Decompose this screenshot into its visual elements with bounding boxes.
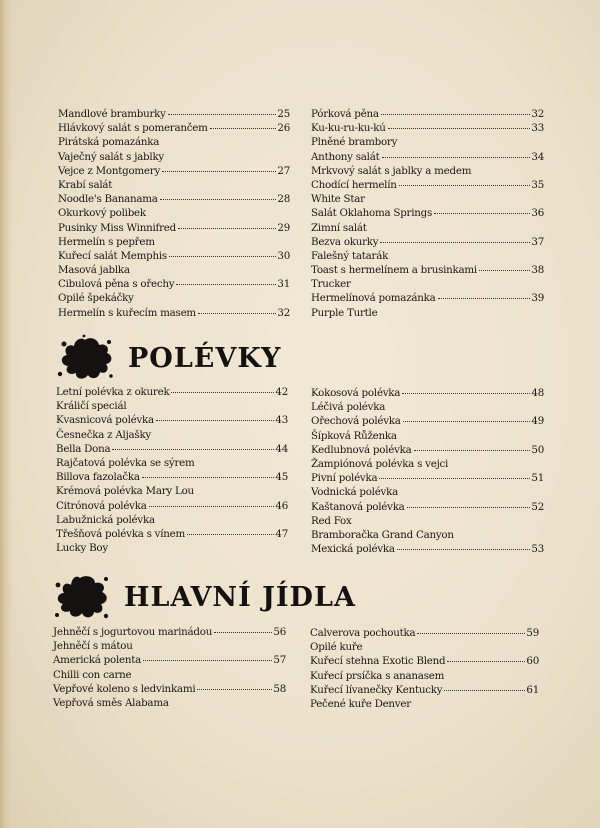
dot-leader bbox=[414, 449, 531, 451]
toc-entry bbox=[56, 484, 288, 498]
dot-leader bbox=[402, 392, 530, 394]
entry-title: Rajčatová polévka se sýrem bbox=[56, 456, 195, 469]
dot-leader bbox=[382, 156, 531, 158]
toc-entry bbox=[311, 263, 544, 277]
toc-entry bbox=[56, 456, 288, 470]
entry-title: Letní polévka z okurek bbox=[56, 386, 170, 398]
toc-entry bbox=[311, 249, 544, 263]
entry-page-number: 53 bbox=[531, 543, 544, 556]
entry-page-number: 48 bbox=[531, 387, 544, 399]
entry-page-number: 56 bbox=[273, 626, 286, 638]
entry-title: Pirátská pomazánka bbox=[58, 136, 160, 149]
entry-title: Billova fazolačka bbox=[56, 471, 140, 484]
toc-entry bbox=[53, 639, 286, 653]
toc-entry bbox=[56, 413, 288, 427]
section-heading-hlavni-jidla bbox=[52, 573, 356, 621]
page-binding-edge bbox=[0, 0, 12, 828]
section-title: POLÉVKY bbox=[128, 342, 282, 374]
toc-entry bbox=[311, 164, 544, 178]
toc-entry bbox=[311, 121, 544, 135]
entry-page-number: 25 bbox=[277, 108, 290, 120]
entry-title: Purple Turtle bbox=[311, 306, 378, 319]
dot-leader bbox=[388, 127, 531, 129]
entry-page-number: 39 bbox=[531, 292, 544, 305]
toc-entry bbox=[311, 192, 544, 206]
ink-splat-icon bbox=[52, 573, 110, 621]
entry-title: Noodle's Bananama bbox=[58, 193, 158, 206]
dot-leader bbox=[380, 241, 530, 243]
entry-title: Vepřová směs Alabama bbox=[53, 696, 169, 709]
dot-leader bbox=[444, 689, 525, 691]
entry-page-number: 35 bbox=[531, 178, 544, 191]
entry-title: Opilé kuře bbox=[310, 641, 363, 654]
toc-column-right bbox=[311, 107, 544, 320]
toc-entry bbox=[311, 306, 544, 320]
entry-title: Vepřové koleno s ledvinkami bbox=[53, 682, 196, 695]
toc-entry bbox=[310, 640, 539, 654]
entry-title: Ořechová polévka bbox=[311, 415, 401, 428]
toc-entry bbox=[311, 414, 544, 428]
entry-title: Red Fox bbox=[311, 514, 352, 527]
entry-title: Jehněčí s jogurtovou marinádou bbox=[53, 626, 213, 638]
toc-entry bbox=[56, 385, 288, 399]
entry-page-number: 47 bbox=[275, 527, 288, 540]
entry-title: Mexická polévka bbox=[311, 543, 395, 556]
entry-title: Salát Oklahoma Springs bbox=[311, 207, 433, 220]
toc-entry bbox=[311, 500, 544, 514]
entry-title: Chodící hermelín bbox=[311, 178, 397, 191]
toc-entry bbox=[56, 527, 288, 541]
dot-leader bbox=[447, 660, 525, 662]
entry-page-number: 33 bbox=[531, 122, 544, 135]
dot-leader bbox=[434, 212, 530, 214]
entry-title: Pečené kuře Denver bbox=[310, 697, 411, 710]
toc-entry bbox=[311, 221, 544, 235]
toc-entry bbox=[311, 457, 544, 471]
toc-entry bbox=[311, 178, 544, 192]
dot-leader bbox=[169, 255, 276, 257]
toc-entry bbox=[310, 683, 539, 697]
entry-title: Třešňová polévka s vínem bbox=[56, 527, 186, 540]
entry-page-number: 27 bbox=[277, 164, 290, 177]
dot-leader bbox=[197, 688, 272, 690]
toc-entry bbox=[56, 513, 288, 527]
toc-entry bbox=[310, 654, 539, 668]
entry-title: Žampiónová polévka s vejci bbox=[311, 457, 449, 470]
entry-title: Kedlubnová polévka bbox=[311, 443, 412, 456]
entry-title: Krémová polévka Mary Lou bbox=[56, 485, 194, 498]
entry-title: Toast s hermelínem a brusinkami bbox=[311, 264, 477, 277]
toc-entry bbox=[311, 107, 544, 121]
toc-entry bbox=[58, 277, 290, 291]
entry-title: Léčivá polévka bbox=[311, 401, 386, 414]
entry-title: Kvasnicová polévka bbox=[56, 414, 154, 427]
toc-entry bbox=[56, 541, 288, 555]
entry-page-number: 45 bbox=[275, 471, 288, 484]
dot-leader bbox=[160, 198, 277, 200]
entry-title: Kokosová polévka bbox=[311, 387, 401, 399]
entry-title: Pórková pěna bbox=[311, 108, 379, 120]
entry-title: White Star bbox=[311, 193, 365, 206]
entry-page-number: 38 bbox=[531, 264, 544, 277]
toc-entry bbox=[58, 107, 290, 121]
dot-leader bbox=[417, 632, 525, 634]
entry-title: Jehněčí s mátou bbox=[53, 640, 133, 653]
toc-entry bbox=[58, 164, 290, 178]
toc-entry bbox=[311, 400, 544, 414]
entry-page-number: 61 bbox=[526, 683, 539, 696]
entry-page-number: 30 bbox=[277, 249, 290, 262]
dot-leader bbox=[156, 419, 274, 421]
dot-leader bbox=[210, 127, 277, 129]
toc-entry bbox=[58, 192, 290, 206]
dot-leader bbox=[407, 506, 531, 508]
toc-entry bbox=[311, 206, 544, 220]
dot-leader bbox=[479, 269, 530, 271]
ink-splat-icon bbox=[56, 334, 114, 382]
entry-title: Kuřecí stehna Exotic Blend bbox=[310, 655, 446, 668]
entry-page-number: 60 bbox=[526, 655, 539, 668]
toc-column-left bbox=[53, 625, 286, 710]
dot-leader bbox=[438, 297, 531, 299]
dot-leader bbox=[149, 505, 275, 507]
toc-entry bbox=[58, 178, 290, 192]
entry-page-number: 51 bbox=[531, 472, 544, 485]
dot-leader bbox=[214, 631, 272, 633]
entry-title: Pivní polévka bbox=[311, 472, 378, 485]
toc-entry bbox=[56, 399, 288, 413]
entry-page-number: 37 bbox=[531, 235, 544, 248]
dot-leader bbox=[399, 184, 531, 186]
dot-leader bbox=[403, 420, 531, 422]
toc-entry bbox=[58, 206, 290, 220]
toc-entry bbox=[58, 221, 290, 235]
dot-leader bbox=[143, 659, 272, 661]
dot-leader bbox=[187, 533, 274, 535]
toc-entry bbox=[56, 470, 288, 484]
dot-leader bbox=[142, 476, 275, 478]
dot-leader bbox=[397, 548, 531, 550]
dot-leader bbox=[112, 448, 274, 450]
entry-title: Šípková Růženka bbox=[311, 429, 397, 442]
entry-page-number: 43 bbox=[275, 414, 288, 427]
toc-entry bbox=[311, 135, 544, 149]
entry-title: Chilli con carne bbox=[53, 668, 132, 681]
entry-page-number: 42 bbox=[275, 386, 288, 398]
toc-entry bbox=[56, 428, 288, 442]
entry-title: Opilé špekáčky bbox=[58, 292, 134, 305]
entry-page-number: 36 bbox=[531, 207, 544, 220]
entry-page-number: 31 bbox=[277, 278, 290, 291]
dot-leader bbox=[162, 170, 276, 172]
entry-page-number: 44 bbox=[275, 442, 288, 455]
toc-entry bbox=[58, 291, 290, 305]
toc-entry bbox=[53, 668, 286, 682]
entry-title: Vejce z Montgomery bbox=[58, 164, 161, 177]
entry-page-number: 46 bbox=[275, 499, 288, 512]
entry-page-number: 59 bbox=[526, 627, 539, 639]
toc-entry bbox=[311, 277, 544, 291]
dot-leader bbox=[171, 391, 274, 393]
toc-entry bbox=[53, 653, 286, 667]
entry-title: Americká polenta bbox=[53, 654, 142, 667]
entry-title: Anthony salát bbox=[311, 150, 380, 163]
entry-title: Trucker bbox=[311, 278, 351, 291]
dot-leader bbox=[198, 312, 276, 314]
entry-page-number: 29 bbox=[277, 221, 290, 234]
entry-page-number: 57 bbox=[273, 654, 286, 667]
entry-title: Kuřecí prsíčka s ananasem bbox=[310, 669, 445, 682]
dot-leader bbox=[168, 113, 277, 115]
entry-page-number: 34 bbox=[531, 150, 544, 163]
entry-page-number: 52 bbox=[531, 500, 544, 513]
entry-title: Hermelín s kuřecím masem bbox=[58, 306, 196, 319]
entry-page-number: 58 bbox=[273, 682, 286, 695]
dot-leader bbox=[176, 283, 276, 285]
toc-entry bbox=[58, 263, 290, 277]
toc-entry bbox=[311, 485, 544, 499]
toc-entry bbox=[311, 542, 544, 556]
toc-column-right bbox=[311, 386, 544, 556]
entry-title: Plněné brambory bbox=[311, 136, 398, 149]
toc-entry bbox=[311, 386, 544, 400]
toc-entry bbox=[56, 499, 288, 513]
entry-title: Mandlové bramburky bbox=[58, 108, 166, 120]
toc-entry bbox=[58, 135, 290, 149]
entry-title: Ku-ku-ru-ku-kú bbox=[311, 122, 386, 135]
toc-entry bbox=[311, 528, 544, 542]
entry-title: Bramboračka Grand Canyon bbox=[311, 528, 454, 541]
entry-title: Hlávkový salát s pomerančem bbox=[58, 122, 208, 135]
entry-title: Hermelínová pomazánka bbox=[311, 292, 436, 305]
toc-entry bbox=[53, 682, 286, 696]
toc-entry bbox=[311, 443, 544, 457]
toc-entry bbox=[311, 471, 544, 485]
entry-title: Kuřecí salát Memphis bbox=[58, 249, 167, 262]
toc-entry bbox=[311, 150, 544, 164]
dot-leader bbox=[379, 477, 530, 479]
entry-page-number: 32 bbox=[531, 108, 544, 120]
toc-entry bbox=[311, 514, 544, 528]
section-heading-polevky bbox=[56, 334, 281, 382]
toc-column-left bbox=[56, 385, 288, 555]
toc-column-right bbox=[310, 626, 539, 711]
entry-title: Hermelín s pepřem bbox=[58, 235, 155, 248]
toc-entry bbox=[310, 669, 539, 683]
toc-entry bbox=[56, 442, 288, 456]
toc-entry bbox=[311, 291, 544, 305]
toc-entry bbox=[310, 697, 539, 711]
toc-entry bbox=[58, 306, 290, 320]
entry-title: Masová jablka bbox=[58, 264, 130, 277]
dot-leader bbox=[381, 113, 531, 115]
dot-leader bbox=[178, 227, 276, 229]
entry-title: Okurkový polibek bbox=[58, 207, 146, 220]
entry-title: Kaštanová polévka bbox=[311, 500, 405, 513]
toc-entry bbox=[311, 429, 544, 443]
toc-entry bbox=[58, 235, 290, 249]
section-title: HLAVNÍ JÍDLA bbox=[124, 581, 356, 613]
entry-page-number: 26 bbox=[277, 122, 290, 135]
entry-title: Pusinky Miss Winnifred bbox=[58, 221, 176, 234]
entry-title: Krabí salát bbox=[58, 178, 113, 191]
entry-title: Citrónová polévka bbox=[56, 499, 147, 512]
entry-title: Králičí speciál bbox=[56, 400, 127, 413]
entry-title: Zimní salát bbox=[311, 221, 367, 234]
toc-entry bbox=[58, 249, 290, 263]
toc-entry bbox=[311, 235, 544, 249]
entry-title: Calverova pochoutka bbox=[310, 627, 416, 639]
entry-title: Labužnická polévka bbox=[56, 513, 155, 526]
entry-title: Kuřecí lívanečky Kentucky bbox=[310, 683, 443, 696]
entry-title: Bella Dona bbox=[56, 442, 111, 455]
entry-title: Mrkvový salát s jablky a medem bbox=[311, 164, 472, 177]
entry-page-number: 32 bbox=[277, 306, 290, 319]
toc-entry bbox=[310, 626, 539, 640]
entry-title: Česnečka z Aljašky bbox=[56, 428, 151, 441]
toc-entry bbox=[58, 121, 290, 135]
entry-title: Falešný tatarák bbox=[311, 249, 389, 262]
entry-title: Bezva okurky bbox=[311, 235, 379, 248]
entry-title: Cibulová pěna s ořechy bbox=[58, 278, 175, 291]
entry-title: Lucky Boy bbox=[56, 542, 108, 555]
entry-page-number: 50 bbox=[531, 443, 544, 456]
toc-column-left bbox=[58, 107, 290, 320]
toc-entry bbox=[53, 625, 286, 639]
entry-title: Vodnická polévka bbox=[311, 486, 398, 499]
entry-title: Vaječný salát s jablky bbox=[58, 150, 165, 163]
toc-entry bbox=[58, 150, 290, 164]
toc-entry bbox=[53, 696, 286, 710]
entry-page-number: 28 bbox=[277, 193, 290, 206]
entry-page-number: 49 bbox=[531, 415, 544, 428]
